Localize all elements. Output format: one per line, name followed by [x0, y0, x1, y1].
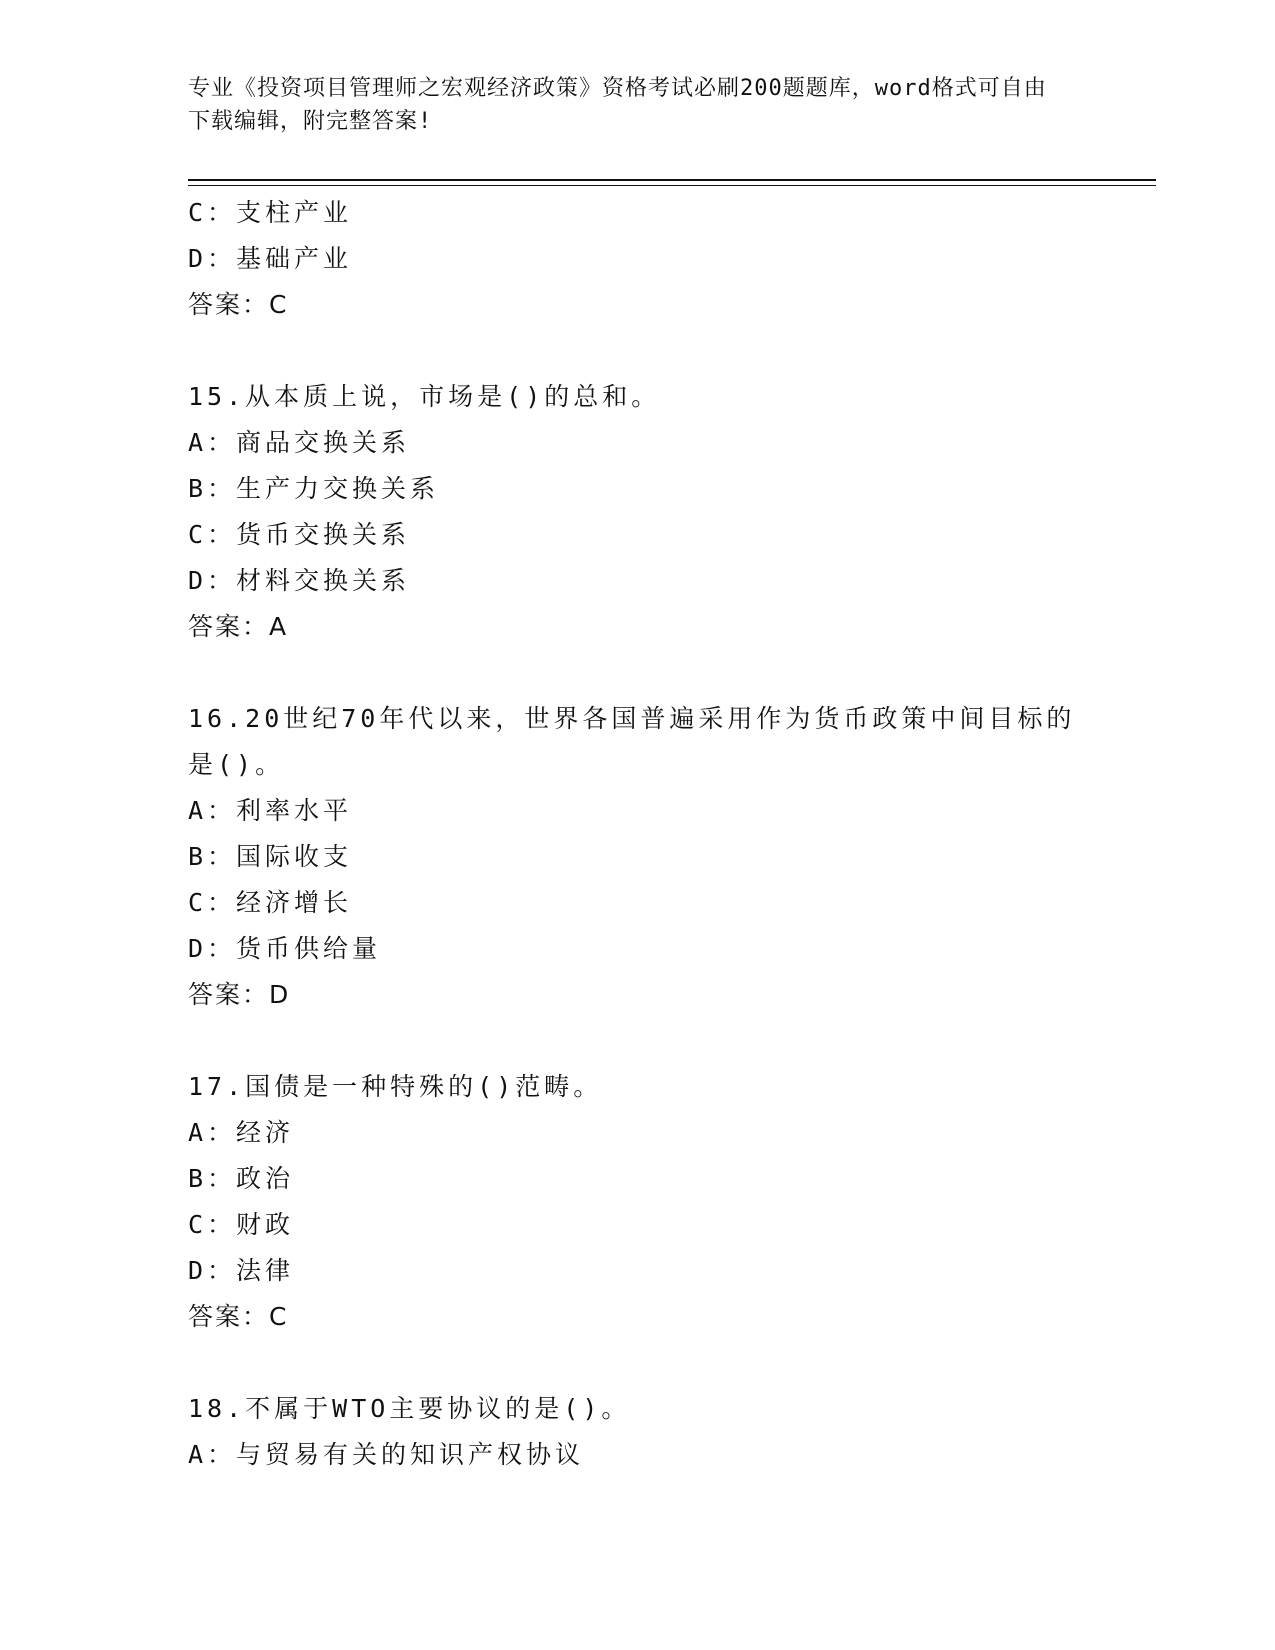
option: A：与贸易有关的知识产权协议 — [188, 1440, 585, 1469]
option: D：基础产业 — [188, 244, 353, 273]
answer: 答案：A — [188, 612, 289, 641]
option: C：经济增长 — [188, 888, 353, 917]
option: D：材料交换关系 — [188, 566, 411, 595]
question-stem: 18.不属于WTO主要协议的是()。 — [188, 1394, 631, 1423]
option: C：货币交换关系 — [188, 520, 411, 549]
header-divider-thin — [188, 185, 1156, 186]
question-stem: 17.国债是一种特殊的()范畴。 — [188, 1072, 603, 1101]
option: D：货币供给量 — [188, 934, 382, 963]
option: A：商品交换关系 — [188, 428, 411, 457]
question-stem: 16.20世纪70年代以来，世界各国普遍采用作为货币政策中间目标的是()。 — [188, 704, 1076, 779]
answer: 答案：C — [188, 290, 289, 319]
option: C：支柱产业 — [188, 198, 353, 227]
option: D：法律 — [188, 1256, 295, 1285]
header-title: 专业《投资项目管理师之宏观经济政策》资格考试必刷200题题库，word格式可自由下载编辑，附完整答案! — [188, 76, 1047, 134]
answer: 答案：D — [188, 980, 291, 1009]
option: C：财政 — [188, 1210, 295, 1239]
header-divider-thick — [188, 179, 1156, 181]
spacer — [188, 328, 1088, 374]
option: B：政治 — [188, 1164, 295, 1193]
option: B：国际收支 — [188, 842, 353, 871]
spacer — [188, 1018, 1088, 1064]
spacer — [188, 1340, 1088, 1386]
document-header — [188, 72, 1068, 138]
option: A：利率水平 — [188, 796, 353, 825]
answer: 答案：C — [188, 1302, 289, 1331]
document-body — [188, 190, 1088, 1478]
spacer — [188, 650, 1088, 696]
question-stem: 15.从本质上说，市场是()的总和。 — [188, 382, 661, 411]
option: B：生产力交换关系 — [188, 474, 440, 503]
option: A：经济 — [188, 1118, 295, 1147]
